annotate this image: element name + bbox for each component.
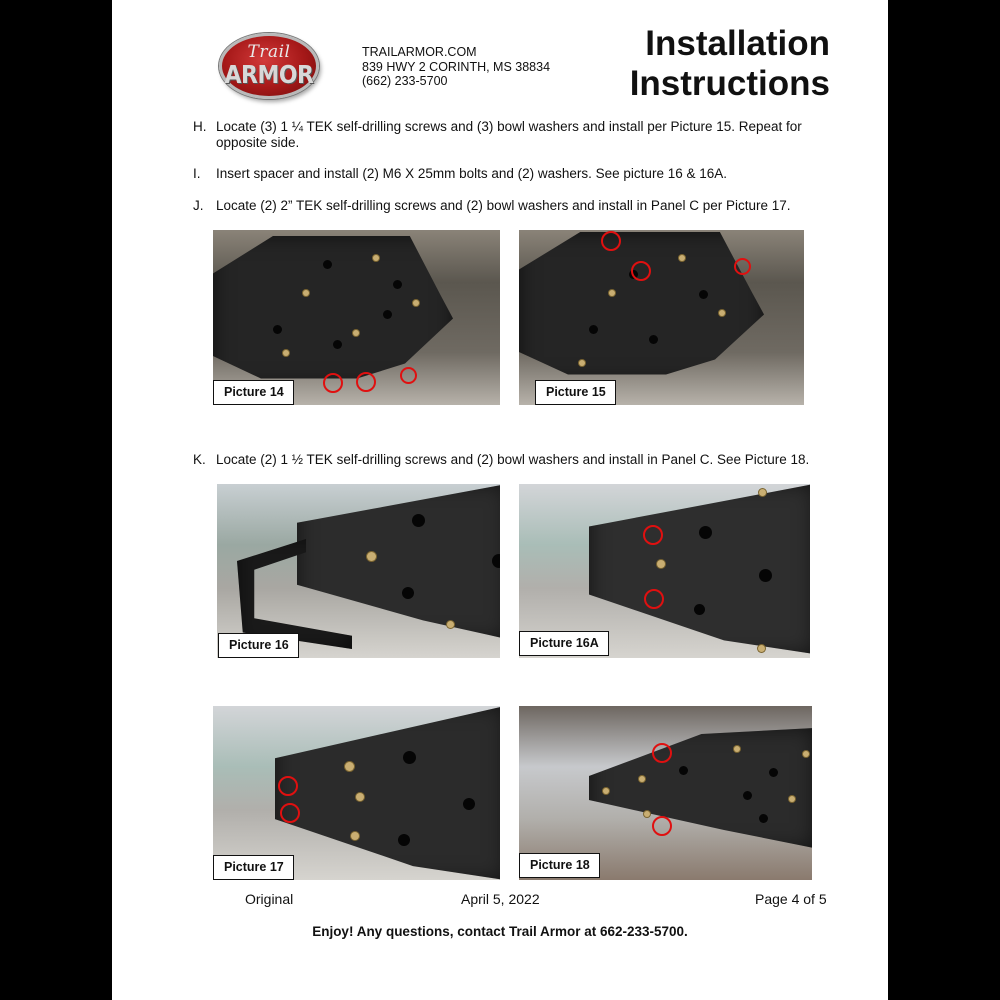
red-circle-marker-icon (652, 816, 672, 836)
plate-hole-icon (273, 325, 282, 334)
picture-label: Picture 17 (213, 855, 294, 880)
bolt-icon (303, 290, 309, 296)
bolt-icon (447, 621, 454, 628)
date-text: April 5, 2022 (461, 891, 540, 907)
bolt-icon (789, 796, 795, 802)
step-j (193, 198, 833, 214)
step-letter: J. (193, 198, 204, 213)
bolt-icon (657, 560, 665, 568)
closing-message: Enjoy! Any questions, contact Trail Armor at 662-233-5700. (312, 924, 688, 939)
address-text: 839 HWY 2 CORINTH, MS 38834 (362, 59, 551, 74)
plate-hole-icon (402, 587, 414, 599)
page-number: Page 4 of 5 (755, 891, 827, 907)
plate-hole-icon (699, 526, 712, 539)
bolt-icon (353, 330, 359, 336)
step-letter: I. (193, 166, 201, 181)
bolt-icon (679, 255, 685, 261)
plate-hole-icon (393, 280, 402, 289)
red-circle-marker-icon (280, 803, 300, 823)
picture-label: Picture 15 (535, 380, 616, 405)
red-circle-marker-icon (323, 373, 343, 393)
bolt-icon (639, 776, 645, 782)
picture-16 (217, 484, 500, 658)
picture-label: Picture 16A (519, 631, 609, 656)
plate-hole-icon (759, 569, 772, 582)
title-line-1: Installation (645, 24, 830, 63)
step-text: Insert spacer and install (2) M6 X 25mm bolts and (2) washers. See picture 16 & 16A. (216, 166, 727, 181)
plate-hole-icon (649, 335, 658, 344)
bolt-icon (413, 300, 419, 306)
website-text: TRAILARMOR.COM (362, 45, 477, 59)
bolt-icon (759, 489, 766, 496)
plate-hole-icon (769, 768, 778, 777)
plate-hole-icon (463, 798, 475, 810)
phone-text: (662) 233-5700 (362, 74, 448, 88)
step-text: Locate (2) 1 ½ TEK self-drilling screws and (2) bowl washers and install in Panel C. See Picture 18. (216, 452, 810, 467)
bolt-icon (351, 832, 359, 840)
picture-16a (519, 484, 810, 658)
red-circle-marker-icon (644, 589, 664, 609)
red-circle-marker-icon (400, 367, 417, 384)
step-text: Locate (2) 2” TEK self-drilling screws and (2) bowl washers and install in Panel C per Picture 17. (216, 198, 791, 213)
red-circle-marker-icon (734, 258, 751, 275)
picture-label: Picture 18 (519, 853, 600, 878)
step-i (193, 166, 833, 182)
picture-15 (519, 230, 804, 405)
picture-label: Picture 16 (218, 633, 299, 658)
bolt-icon (345, 762, 354, 771)
plate-hole-icon (412, 514, 425, 527)
picture-label: Picture 14 (213, 380, 294, 405)
plate-hole-icon (694, 604, 705, 615)
bolt-icon (758, 645, 765, 652)
plate-hole-icon (403, 751, 416, 764)
bolt-icon (803, 751, 809, 757)
bolt-icon (603, 788, 609, 794)
plate-hole-icon (323, 260, 332, 269)
step-k (193, 452, 833, 468)
red-circle-marker-icon (278, 776, 298, 796)
red-circle-marker-icon (643, 525, 663, 545)
red-circle-marker-icon (652, 743, 672, 763)
plate-hole-icon (333, 340, 342, 349)
plate-hole-icon (383, 310, 392, 319)
step-letter: H. (193, 119, 207, 134)
plate-hole-icon (759, 814, 768, 823)
bolt-icon (283, 350, 289, 356)
bolt-icon (579, 360, 585, 366)
logo-trail-text: Trail (247, 42, 291, 62)
trail-armor-logo (219, 33, 319, 99)
title-line-2: Instructions (629, 64, 830, 103)
plate-hole-icon (492, 554, 500, 568)
plate-hole-icon (743, 791, 752, 800)
bolt-icon (734, 746, 740, 752)
red-circle-marker-icon (631, 261, 651, 281)
bolt-icon (719, 310, 725, 316)
red-circle-marker-icon (601, 231, 621, 251)
bolt-icon (644, 811, 650, 817)
plate-hole-icon (679, 766, 688, 775)
bolt-icon (356, 793, 364, 801)
red-circle-marker-icon (356, 372, 376, 392)
step-text: Locate (3) 1 ¼ TEK self-drilling screws and (3) bowl washers and install per Picture 15. Repeat for opposite side. (216, 119, 802, 150)
bolt-icon (609, 290, 615, 296)
picture-14 (213, 230, 500, 405)
picture-17 (213, 706, 500, 880)
step-h (193, 119, 833, 151)
revision-text: Original (245, 891, 294, 907)
page-title (630, 24, 830, 104)
step-letter: K. (193, 452, 206, 467)
plate-hole-icon (699, 290, 708, 299)
plate-hole-icon (589, 325, 598, 334)
bolt-icon (367, 552, 376, 561)
picture-18 (519, 706, 812, 880)
contact-block (362, 45, 550, 89)
bolt-icon (373, 255, 379, 261)
plate-hole-icon (398, 834, 410, 846)
logo-armor-text: ARMOR (224, 61, 314, 90)
